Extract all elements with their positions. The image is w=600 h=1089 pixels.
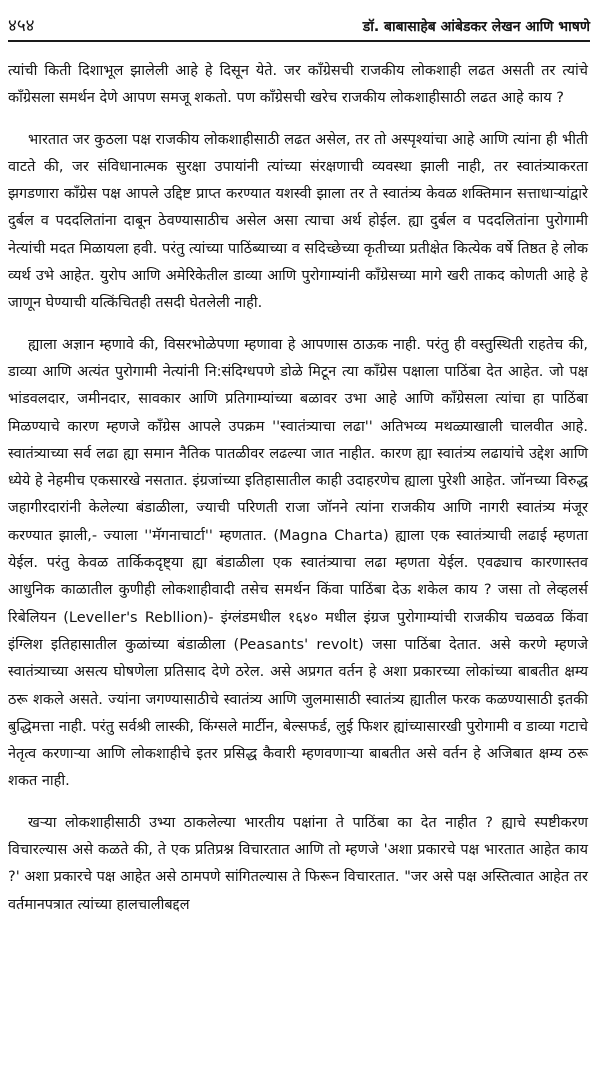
running-title: डॉ. बाबासाहेब आंबेडकर लेखन आणि भाषणे xyxy=(362,19,590,35)
body-text xyxy=(8,58,588,933)
paragraph: त्यांची किती दिशाभूल झालेली आहे हे दिसून येते. जर काँग्रेसची राजकीय लोकशाही लढत असती तर त्यांचे काँग्रेसला समर्थन देणे आपण समजू शकतो. पण काँग्रेसची खरेच राजकीय लोकशाहीसाठी लढत आहे काय ? xyxy=(8,63,588,107)
page-number: ४५४ xyxy=(8,16,35,36)
paragraph: भारतात जर कुठला पक्ष राजकीय लोकशाहीसाठी लढत असेल, तर तो अस्पृश्यांचा आहे आणि त्यांना ही भीती वाटते की, जर संविधानात्मक सुरक्षा उपायांनी त्यांच्या संरक्षणाची व्यवस्था झाली नाही, तर स्वातंत्र्याकरता झगडणारा काँग्रेस पक्ष आपले उद्दिष्ट प्राप्त करण्यात यशस्वी झाला तर ते स्वातंत्र्य केवळ शक्तिमान सत्ताधाऱ्यांद्वारे दुर्बल व पददलितांना दाबून ठेवण्यासाठीच असेल असा त्याचा अर्थ होईल. ह्या दुर्बल व पददलितांना पुरोगामी नेत्यांची मदत मिळायला हवी. परंतु त्यांच्या पाठिंब्याच्या व सदिच्छेच्या कृतीच्या प्रतीक्षेत कित्येक वर्षे तिष्ठत हे लोक व्यर्थ उभे आहेत. युरोप आणि अमेरिकेतील डाव्या आणि पुरोगाम्यांनी काँग्रेसच्या मागे खरी ताकद कोणती आहे हे जाणून घेण्याची यत्किंचितही तसदी घेतलेली नाही. xyxy=(8,131,588,312)
paragraph: ह्याला अज्ञान म्हणावे की, विसरभोळेपणा म्हणावा हे आपणास ठाऊक नाही. परंतु ही वस्तुस्थिती राहतेच की, डाव्या आणि अत्यंत पुरोगामी नेत्यांनी नि:संदिग्धपणे डोळे मिटून त्या काँग्रेस पक्षाला पाठिंबा देत आहेत. जो पक्ष भांडवलदार, जमीनदार, सावकार आणि प्रतिगाम्यांच्या बळावर उभा आहे आणि काँग्रेसला त्यांचा हा पाठिंबा मिळण्याचे कारण म्हणजे काँग्रेस आपले उपक्रम ''स्वातंत्र्याचा लढा'' अतिभव्य मथळ्याखाली चालवीत आहे. स्वातंत्र्याच्या सर्व लढा ह्या समान नैतिक पातळीवर लढल्या जात नाहीत. कारण ह्या स्वातंत्र्य लढायांचे उद्देश आणि ध्येये हे नेहमीच एकसारखे नसतात. इंग्रजांच्या इतिहासातील काही उदाहरणेच ह्याला पुरेशी आहेत. जॉनच्या विरुद्ध जहागीरदारांनी केलेल्या बंडाळीला, ज्याची परिणती राजा जॉनने त्यांना राजकीय आणि नागरी स्वातंत्र्य मंजूर करण्यात झाली,- ज्याला ''मॅगनाचार्टा'' म्हणतात. (Magna Charta) ह्याला एक स्वातंत्र्याची लढाई म्हणता येईल. परंतु केवळ तार्किकदृष्ट्या ह्या बंडाळीला एक स्वातंत्र्याचा लढा म्हणता येईल. एवढ्याच कारणास्तव आधुनिक काळातील कुणीही लोकशाहीवादी तसेच समर्थन किंवा पाठिंबा देऊ शकेल काय ? जसा तो लेव्हलर्स रिबेलियन (Leveller's Rebllion)- इंग्लंडमधील १६४० मधील इंग्रज पुरोगाम्यांची राजकीय चळवळ किंवा इंग्लिश इतिहासातील कुळांच्या बंडाळीला (Peasants' revolt) जसा पाठिंबा देतात. असे करणे म्हणजे स्वातंत्र्याच्या असत्य घोषणेला प्रतिसाद देणे ठरेल. असे अप्रगत वर्तन हे अशा प्रकारच्या लोकांच्या बाबतीत क्षम्य ठरू शकले असते. ज्यांना जगण्यासाठीचे स्वातंत्र्य आणि जुलमासाठी स्वातंत्र्य ह्यातील फरक कळण्यासाठी इतकी बुद्धिमत्ता नाही. परंतु सर्वश्री लास्की, किंग्सले मार्टीन, बेल्सफर्ड, लुई फिशर ह्यांच्यासारखी पुरोगामी व डाव्या गटाचे नेतृत्व करणाऱ्या आणि लोकशाहीचे इतर प्रसिद्ध कैवारी म्हणवणाऱ्या बाबतीत असे वर्तन हे अजिबात क्षम्य ठरू शकत नाही. xyxy=(8,336,588,790)
paragraph: खऱ्या लोकशाहीसाठी उभ्या ठाकलेल्या भारतीय पक्षांना ते पाठिंबा का देत नाहीत ? ह्याचे स्पष्टीकरण विचारल्यास असे कळते की, ते एक प्रतिप्रश्न विचारतात आणि तो म्हणजे 'अशा प्रकारचे पक्ष भारतात आहेत काय ?' अशा प्रकारचे पक्ष आहेत असे ठामपणे सांगितल्यास ते फिरून विचारतात. "जर असे पक्ष अस्तित्वात आहेत तर वर्तमानपत्रात त्यांच्या हालचालीबद्दल xyxy=(8,814,588,913)
page-header xyxy=(8,6,590,42)
